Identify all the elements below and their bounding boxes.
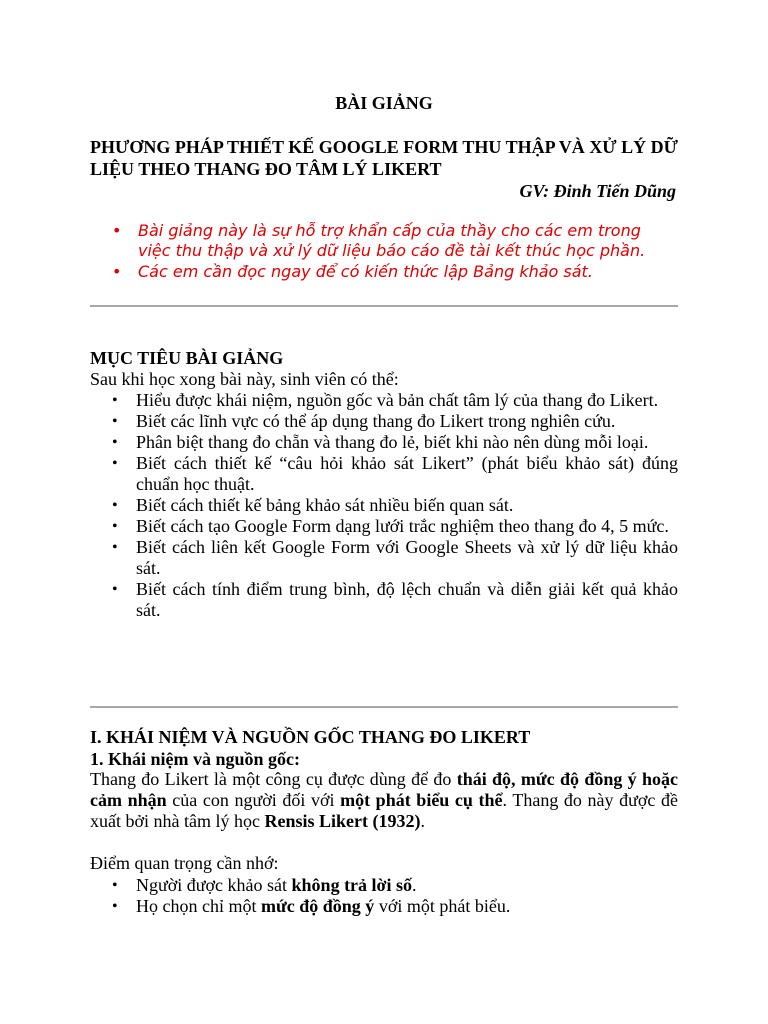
emphasis-text: một phát biểu cụ thể (340, 790, 503, 810)
list-item-text: . (412, 875, 417, 895)
list-item (90, 390, 678, 411)
subsection-heading: 1. Khái niệm và nguồn gốc: (90, 749, 301, 769)
list-item-text: Người được khảo sát (136, 875, 292, 895)
objectives-list (90, 390, 678, 621)
list-item (90, 516, 678, 537)
list-item-text: Biết cách tính điểm trung bình, độ lệch chuẩn và diễn giải kết quả khảo sát. (136, 579, 678, 620)
list-item-text: Biết các lĩnh vực có thể áp dụng thang đo Likert trong nghiên cứu. (136, 411, 616, 431)
emphasis-text: không trả lời số (291, 875, 413, 895)
author-line: GV: Đinh Tiến Dũng (519, 181, 676, 201)
bullet-icon: • (112, 434, 118, 451)
definition-paragraph (90, 769, 678, 832)
bullet-icon: • (112, 455, 118, 472)
paragraph-text: . (420, 811, 425, 831)
paragraph-text: của con người đối với (166, 790, 341, 810)
key-points-list (90, 875, 678, 917)
emphasis-text: Rensis Likert (1932) (264, 811, 421, 831)
list-item-text: Phân biệt thang đo chẵn và thang đo lẻ, biết khi nào nên dùng mỗi loại. (136, 432, 649, 452)
list-item-text: Biết cách liên kết Google Form với Google Sheets và xử lý dữ liệu khảo sát. (136, 537, 678, 578)
important-notes (112, 221, 678, 283)
note-item (112, 262, 678, 282)
list-item (90, 411, 678, 432)
list-item (90, 875, 678, 896)
bullet-icon: • (112, 518, 118, 535)
lecture-title: PHƯƠNG PHÁP THIẾT KẾ GOOGLE FORM THU THẬP VÀ XỬ LÝ DỮ LIỆU THEO THANG ĐO TÂM LÝ LIKERT (90, 137, 678, 179)
list-item-text: Biết cách thiết kế bảng khảo sát nhiều biến quan sát. (136, 495, 514, 515)
list-item-text: Biết cách thiết kế “câu hỏi khảo sát Likert” (phát biểu khảo sát) đúng chuẩn học thuật. (136, 453, 678, 494)
bullet-icon: • (112, 581, 118, 598)
bullet-icon: • (112, 497, 118, 514)
divider (90, 706, 678, 708)
lecture-label: BÀI GIẢNG (335, 93, 433, 113)
bullet-icon: • (112, 898, 118, 915)
note-text: Bài giảng này là sự hỗ trợ khẩn cấp của thầy cho các em trong việc thu thập và xử lý dữ liệu báo cáo đề tài kết thúc học phần. (138, 221, 646, 260)
divider (90, 305, 678, 307)
section-heading: I. KHÁI NIỆM VÀ NGUỒN GỐC THANG ĐO LIKERT (90, 727, 531, 747)
list-item (90, 432, 678, 453)
emphasis-text: thái độ, mức độ đồng ý hoặc cảm nhận (90, 769, 678, 810)
key-points-label: Điểm quan trọng cần nhớ: (90, 853, 279, 873)
bullet-icon: • (112, 392, 118, 409)
paragraph-text: Thang đo Likert là một công cụ được dùng để đo (90, 769, 457, 789)
list-item (90, 896, 678, 917)
bullet-icon: • (112, 877, 118, 894)
list-item (90, 453, 678, 495)
note-text: Các em cần đọc ngay để có kiến thức lập Bảng khảo sát. (138, 262, 593, 281)
list-item (90, 537, 678, 579)
bullet-icon: • (112, 539, 118, 556)
bullet-icon: • (112, 262, 122, 281)
list-item-text: Biết cách tạo Google Form dạng lưới trắc nghiệm theo thang đo 4, 5 mức. (136, 516, 669, 536)
list-item-text: với một phát biểu. (374, 896, 511, 916)
list-item-text: Họ chọn chỉ một (136, 896, 261, 916)
bullet-icon: • (112, 221, 122, 240)
objectives-heading: MỤC TIÊU BÀI GIẢNG (90, 348, 284, 368)
note-item (112, 221, 678, 261)
emphasis-text: mức độ đồng ý (260, 896, 375, 916)
list-item-text: Hiểu được khái niệm, nguồn gốc và bản chất tâm lý của thang đo Likert. (136, 390, 659, 410)
objectives-intro: Sau khi học xong bài này, sinh viên có thể: (90, 369, 399, 389)
list-item (90, 495, 678, 516)
list-item (90, 579, 678, 621)
paragraph-text: . Thang đo này được đề xuất bởi nhà tâm lý học (90, 790, 679, 831)
bullet-icon: • (112, 413, 118, 430)
